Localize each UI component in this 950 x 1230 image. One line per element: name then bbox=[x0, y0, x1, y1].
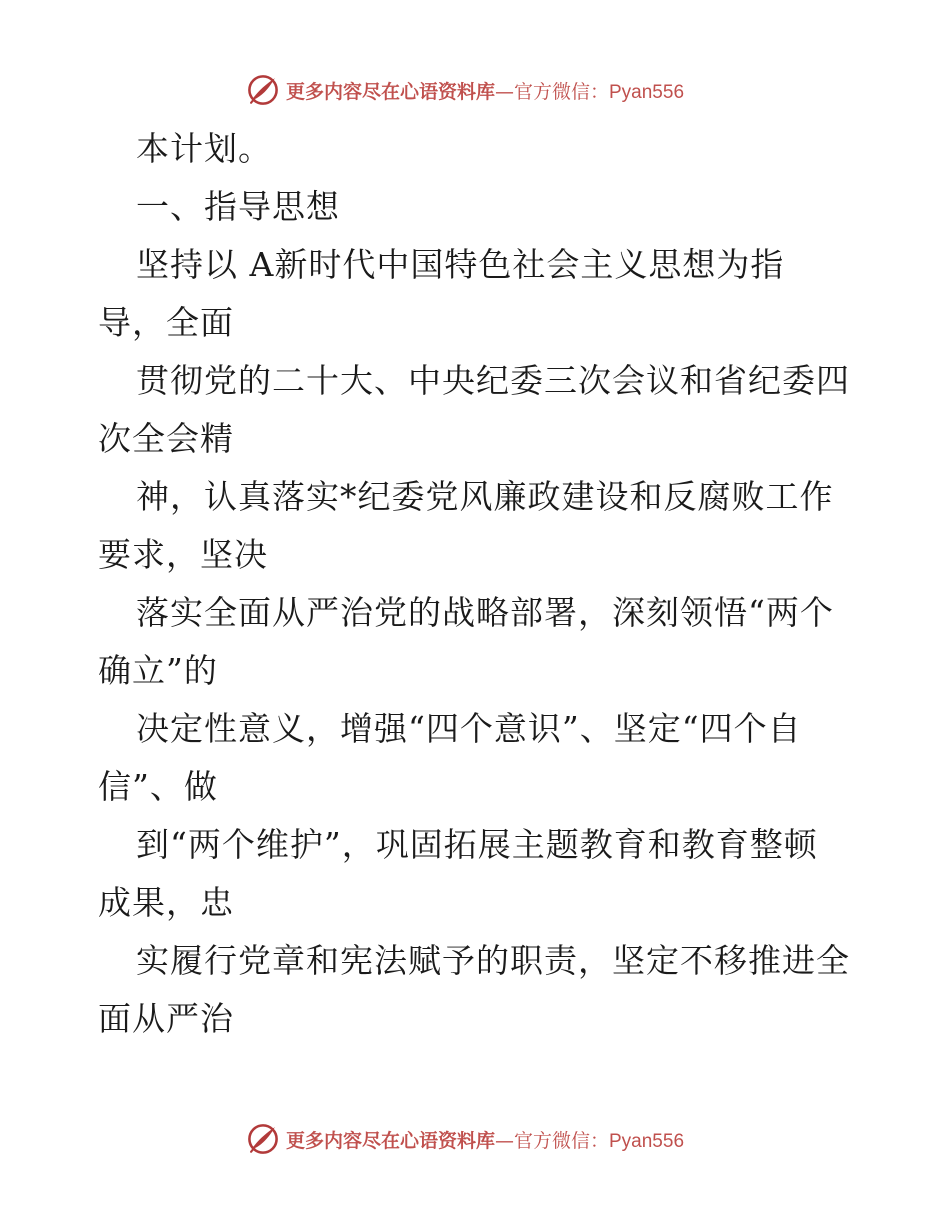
footer-banner-content bbox=[246, 1122, 684, 1156]
text-line: 次全会精 bbox=[98, 419, 234, 458]
text-line: 成果，忠 bbox=[98, 883, 234, 922]
header-banner bbox=[0, 70, 950, 110]
quill-pen-logo-icon bbox=[246, 73, 280, 107]
banner-wechat-id: Pyan556 bbox=[609, 81, 685, 103]
text-line: 到“两个维护”，巩固拓展主题教育和教育整顿 bbox=[136, 825, 818, 864]
banner-text bbox=[286, 1126, 684, 1153]
text-line: 导，全面 bbox=[98, 303, 234, 342]
banner-brand: 更多内容尽在心语资料库 bbox=[285, 1129, 495, 1152]
banner-separator: — bbox=[494, 1129, 514, 1152]
text-line: 贯彻党的二十大、中央纪委三次会议和省纪委四 bbox=[136, 361, 850, 400]
banner-wechat-id: Pyan556 bbox=[609, 1130, 685, 1152]
text-line: 坚持以 A新时代中国特色社会主义思想为指 bbox=[136, 245, 785, 284]
banner-text bbox=[286, 77, 684, 104]
header-banner-content bbox=[246, 73, 684, 107]
text-line: 决定性意义，增强“四个意识”、坚定“四个自 bbox=[136, 709, 802, 748]
footer-banner bbox=[0, 1119, 950, 1159]
text-line: 实履行党章和宪法赋予的职责，坚定不移推进全 bbox=[136, 941, 850, 980]
section-heading: 一、指导思想 bbox=[136, 187, 340, 226]
banner-brand: 更多内容尽在心语资料库 bbox=[285, 80, 495, 103]
text-line: 面从严治 bbox=[98, 999, 234, 1038]
banner-label: 官方微信： bbox=[513, 80, 609, 103]
quill-pen-logo-icon bbox=[246, 1122, 280, 1156]
document-body bbox=[98, 120, 858, 1048]
banner-separator: — bbox=[494, 80, 514, 103]
text-line: 确立”的 bbox=[98, 651, 218, 690]
text-line: 落实全面从严治党的战略部署，深刻领悟“两个 bbox=[136, 593, 834, 632]
text-line: 信”、做 bbox=[98, 767, 218, 806]
text-line: 要求，坚决 bbox=[98, 535, 268, 574]
banner-label: 官方微信： bbox=[513, 1129, 609, 1152]
text-line: 神，认真落实*纪委党风廉政建设和反腐败工作 bbox=[136, 477, 834, 516]
text-line: 本计划。 bbox=[136, 129, 272, 168]
